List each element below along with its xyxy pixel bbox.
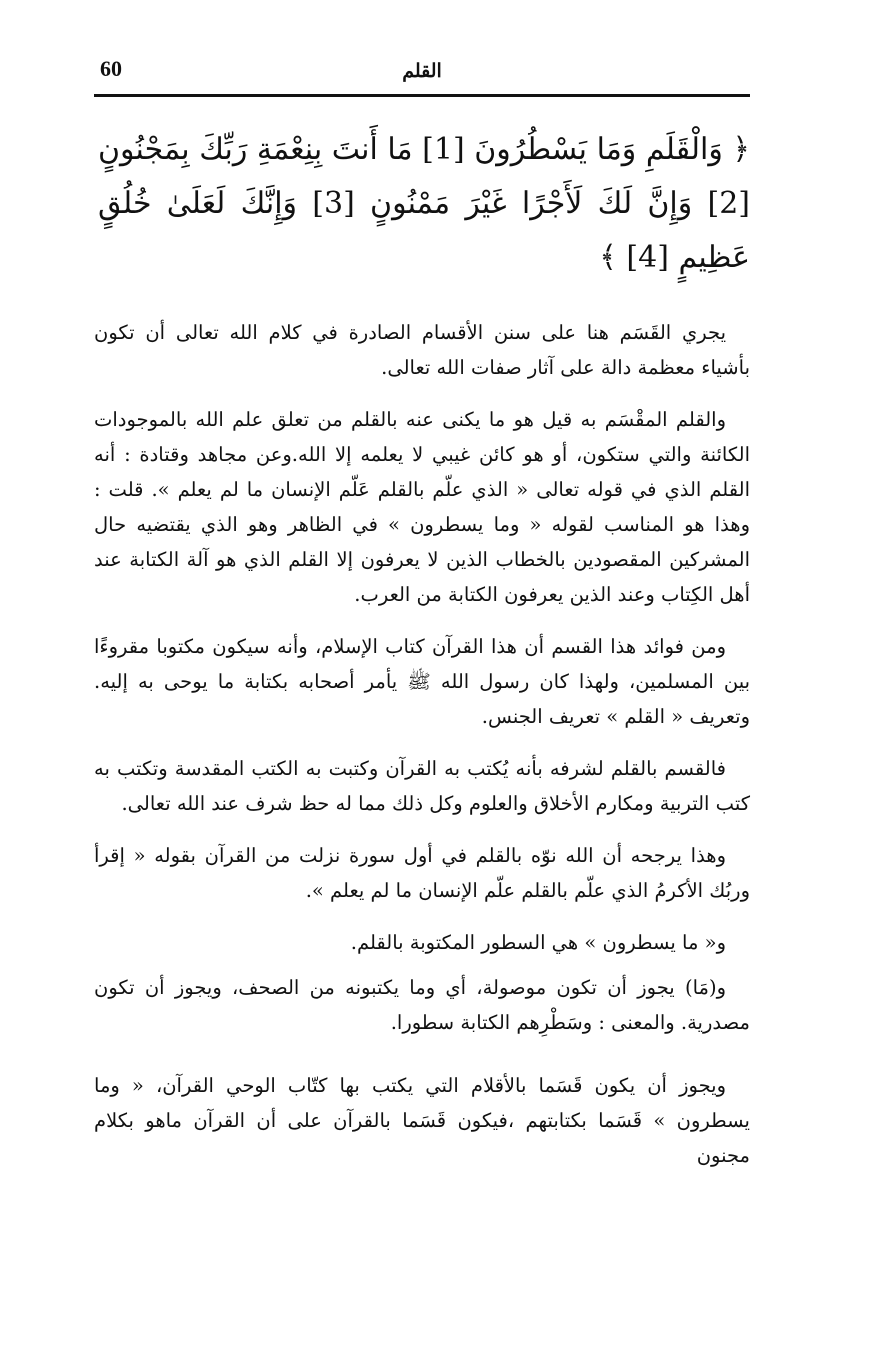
running-header	[94, 52, 750, 92]
paragraph: فالقسم بالقلم لشرفه بأنه يُكتب به القرآن وكتبت به الكتب المقدسة وتكتب به كتب التربية ومكارم الأخلاق والعلوم وكل ذلك مما له حظ شرف عند الله تعالى.	[94, 757, 750, 815]
paragraph: و« ما يسطرون » هي السطور المكتوبة بالقلم.	[350, 931, 726, 954]
quran-verse: ﴿ وَالْقَلَمِ وَمَا يَسْطُرُونَ [1] مَا أَنتَ بِنِعْمَةِ رَبِّكَ بِمَجْنُونٍ [2] وَإِنَّ لَكَ لَأَجْرًا غَيْرَ مَمْنُونٍ [3] وَإِنَّكَ لَعَلَىٰ خُلُقٍ عَظِيمٍ [4] ﴾	[98, 132, 750, 275]
paragraph: ويجوز أن يكون قَسَما بالأقلام التي يكتب بها كتّاب الوحي القرآن، « وما يسطرون » قَسَما بكتابتهم ،فيكون قَسَما بالقرآن على أن القرآن ماهو بكلام مجنون	[94, 1074, 750, 1167]
paragraph: وهذا يرجحه أن الله نوّه بالقلم في أول سورة نزلت من القرآن بقوله « إقرأ وربُك الأكرمُ الذي علّم بالقلم علّم الإنسان ما لم يعلم ».	[94, 844, 750, 902]
page-number: 60	[100, 56, 122, 81]
commentary-body	[94, 315, 750, 1173]
running-title: القلم	[402, 60, 442, 82]
paragraph: يجري القَسَم هنا على سنن الأقسام الصادرة في كلام الله تعالى أن تكون بأشياء معظمة دالة على آثار صفات الله تعالى.	[94, 321, 750, 379]
paragraph: و(مَا) يجوز أن تكون موصولة، أي وما يكتبونه من الصحف، ويجوز أن تكون مصدرية. والمعنى : وسَطْرِهم الكتابة سطورا.	[94, 976, 750, 1034]
paragraph: ومن فوائد هذا القسم أن هذا القرآن كتاب الإسلام، وأنه سيكون مكتوبا مقروءًا بين المسلمين، ولهذا كان رسول الله ﷺ يأمر أصحابه بكتابة ما يوحى به إليه. وتعريف « القلم » تعريف الجنس.	[94, 635, 751, 728]
book-page	[94, 52, 750, 1190]
paragraph: والقلم المقْسَم به قيل هو ما يكنى عنه بالقلم من تعلق علم الله بالموجودات الكائنة والتي ستكون، أو هو كائن غيبي لا يعلمه إلا الله.وعن مجاهد وقتادة : أنه القلم الذي في قوله تعالى « الذي علّم بالقلم عَلّم الإنسان ما لم يعلم ». قلت : وهذا هو المناسب لقوله « وما يسطرون » في الظاهر وهو الذي يقتضيه حال المشركين المقصودين بالخطاب الذين لا يعرفون إلا القلم الذي هو آلة الكتابة عند أهل الكِتاب وعند الذين يعرفون الكتابة من العرب.	[94, 408, 750, 606]
header-rule	[94, 94, 750, 97]
